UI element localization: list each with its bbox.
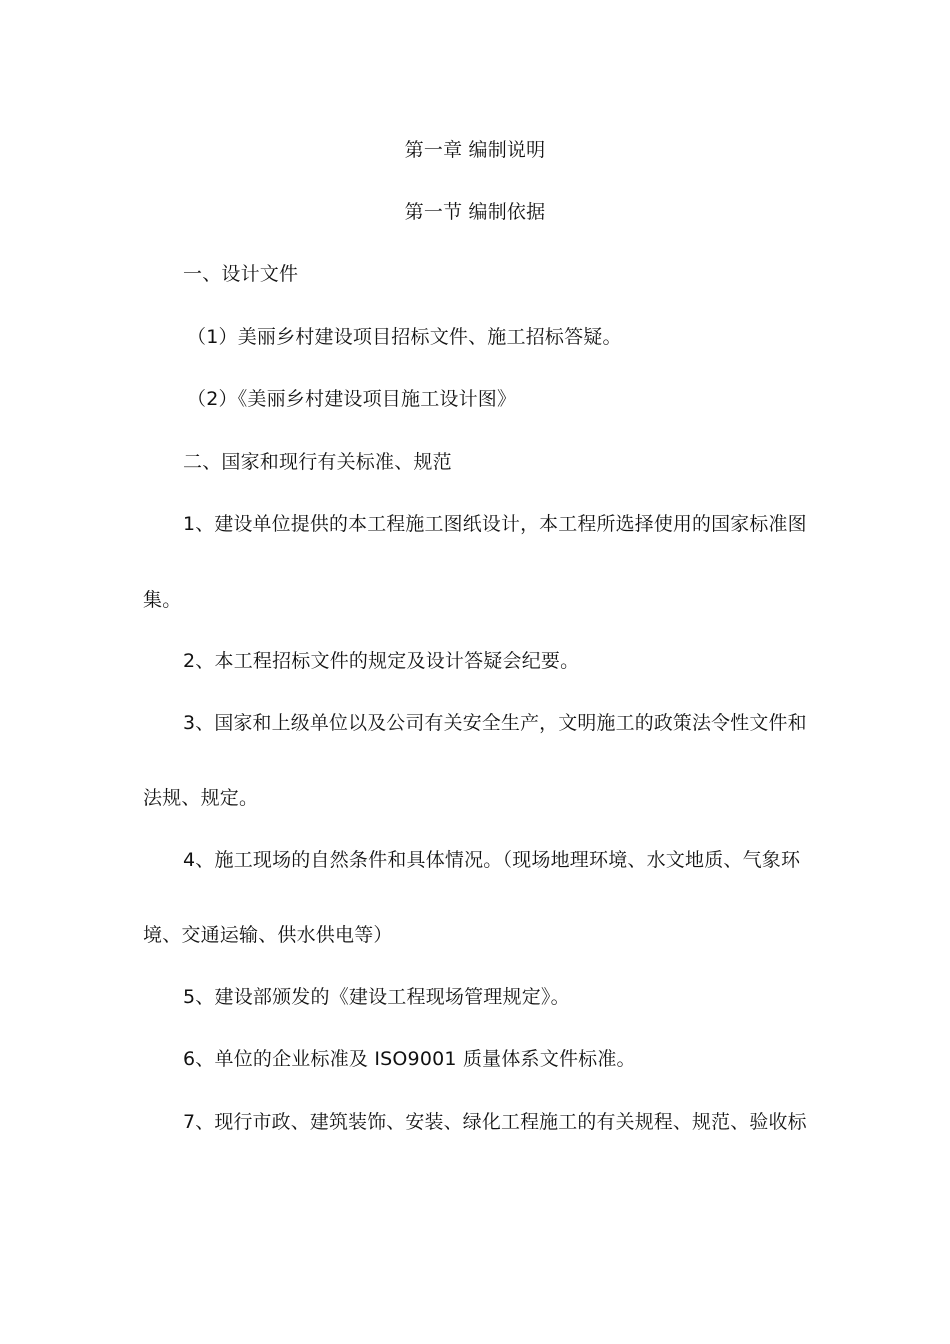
chapter-title: 第一章 编制说明: [404, 139, 546, 161]
standards-heading: 二、国家和现行有关标准、规范: [183, 451, 452, 473]
standards-item-7: 7、现行市政、建筑装饰、安装、绿化工程施工的有关规程、规范、验收标: [183, 1111, 807, 1133]
standards-item-4: 4、施工现场的自然条件和具体情况。（现场地理环境、水文地质、气象环: [183, 849, 801, 871]
standards-item-6: 6、单位的企业标准及 ISO9001 质量体系文件标准。: [183, 1048, 636, 1070]
standards-item-5: 5、建设部颁发的《建设工程现场管理规定》。: [183, 986, 570, 1008]
standards-item-1-continuation: 集。: [143, 589, 182, 611]
standards-item-1: 1、建设单位提供的本工程施工图纸设计，本工程所选择使用的国家标准图: [183, 513, 807, 535]
standards-item-2: 2、本工程招标文件的规定及设计答疑会纪要。: [183, 650, 580, 672]
design-files-heading: 一、设计文件: [183, 263, 299, 285]
section-title: 第一节 编制依据: [404, 201, 546, 223]
standards-item-3-continuation: 法规、规定。: [143, 787, 259, 809]
standards-item-3: 3、国家和上级单位以及公司有关安全生产，文明施工的政策法令性文件和: [183, 712, 807, 734]
design-files-item-2: （2）《美丽乡村建设项目施工设计图》: [187, 388, 517, 410]
design-files-item-1: （1）美丽乡村建设项目招标文件、施工招标答疑。: [187, 326, 622, 348]
standards-item-4-continuation: 境、交通运输、供水供电等）: [143, 924, 393, 946]
